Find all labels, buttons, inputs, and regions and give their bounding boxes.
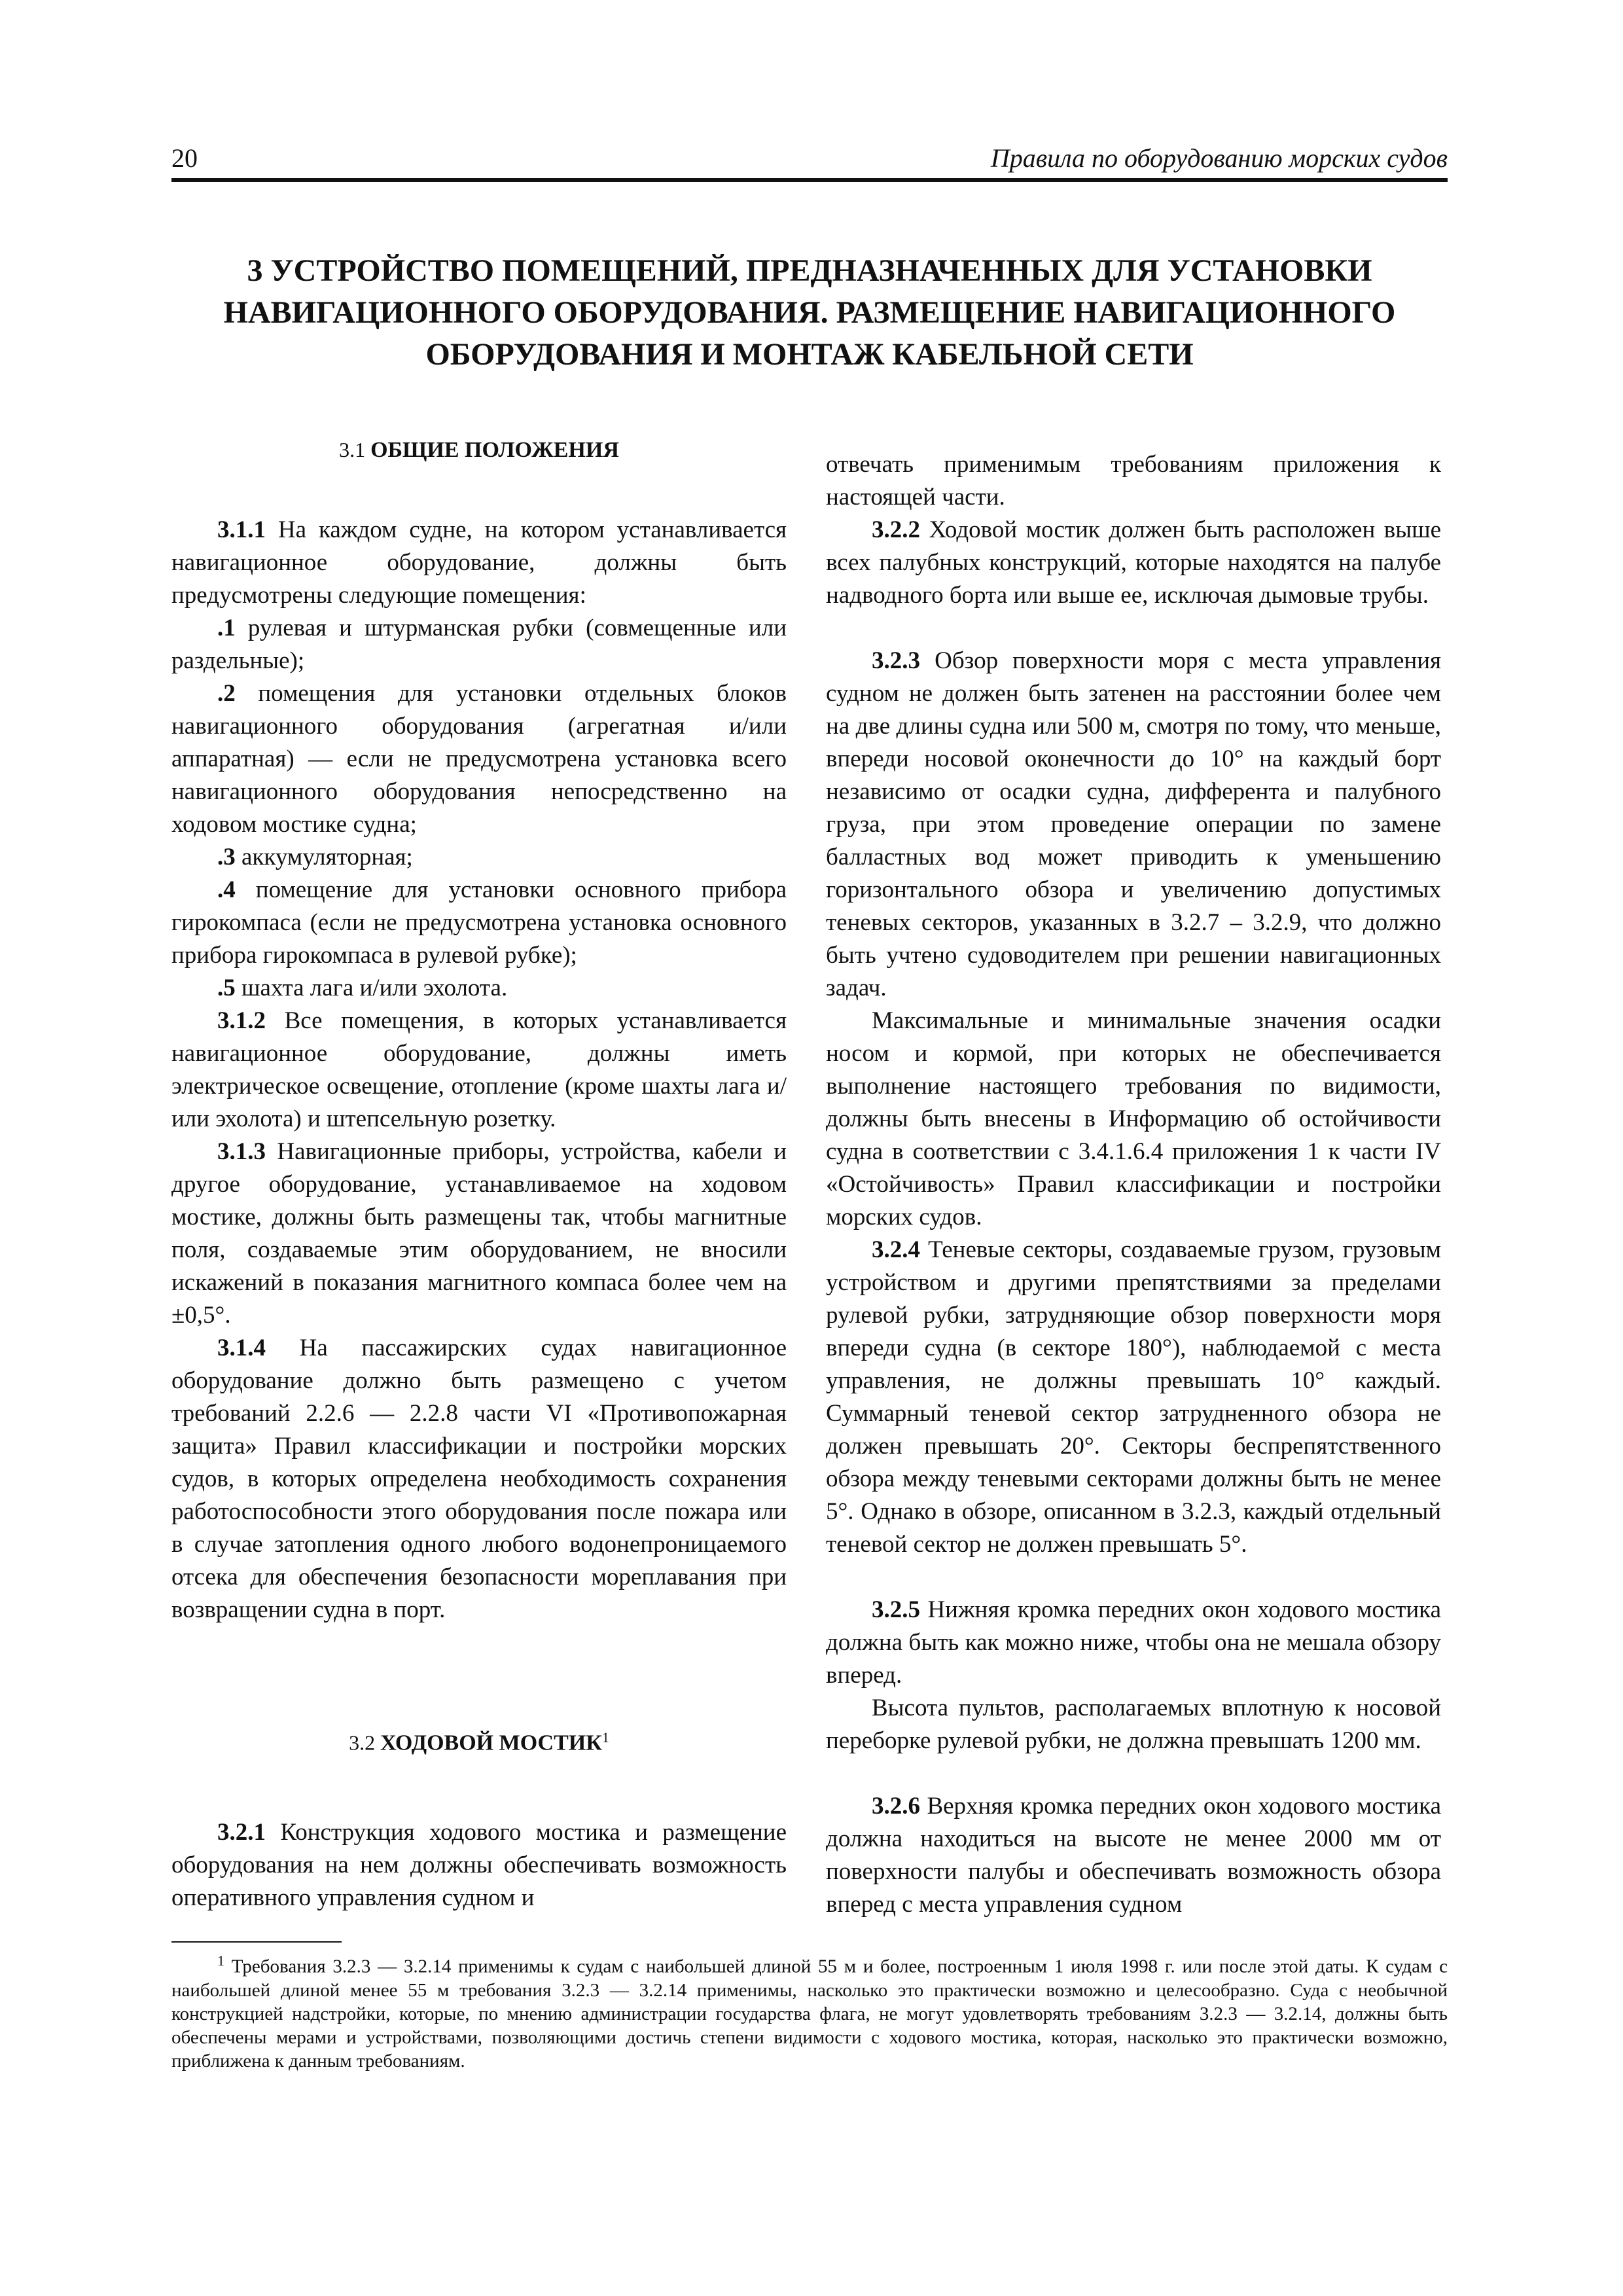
paragraph-3-2-3: 3.2.3 Обзор поверхности моря с места управления судном не должен быть затенен на расстоянии более чем на две длины судна или 500 м, смотря по тому, что меньше, впереди носовой оконечности до 10° на каждый борт независимо от осадки судна, дифферента и палубного груза, при этом проведение операции по замене балластных вод может приводить к уменьшению горизонтального обзора и увеличению допустимых теневых секторов, указанных в 3.2.7 – 3.2.9, что должно быть учтено судоводителем при решении навигационных задач. [826, 647, 1442, 1001]
paragraph-3-2-3-osadka: Максимальные и минимальные значения осадки носом и кормой, при которых не обеспечивается выполнение настоящего требования по видимости, должны быть внесены в Информацию об остойчивости судна в соответствии с 3.4.1.6.4 приложения 1 к части IV «Остойчивость» Правил классификации и постройки морских судов. [826, 1007, 1441, 1230]
chapter-title: 3 УСТРОЙСТВО ПОМЕЩЕНИЙ, ПРЕДНАЗНАЧЕННЫХ ДЛЯ УСТАНОВКИ НАВИГАЦИОННОГО ОБОРУДОВАНИЯ. РАЗМЕЩЕНИЕ НАВИГАЦИОННОГО ОБОРУДОВАНИЯ И МОНТАЖ КАБЕЛЬНОЙ СЕТИ [223, 253, 1396, 372]
header-rule [171, 178, 1448, 182]
paragraph-3-1-4: 3.1.4 На пассажирских судах навигационное оборудование должно быть размещено с учетом требований 2.2.6 — 2.2.8 части VI «Противопожарная защита» Правил классификации и постройки морских судов, в которых определена необходимость сохранения работоспособности этого оборудования после пожара или в случае затопления одного любого водонепроницаемого отсека для обеспечения безопасности мореплавания при возвращении судна в порт. [171, 1335, 787, 1623]
section-heading-3-1: 3.1 ОБЩИЕ ПОЛОЖЕНИЯ [339, 438, 619, 462]
list-item-5: .5 шахта лага и/или эхолота. [217, 975, 508, 1001]
footnote-text: Требования 3.2.3 — 3.2.14 применимы к судам с наибольшей длиной 55 м и более, построенным 1 июля 1998 г. или после этой даты. К судам с наибольшей длиной менее 55 м требования 3.2.3 — 3.2.14 применимы, насколько это практически возможно и целесообразно. Суда с необычной конструкцией надстройки, которые, по мнению администрации государства флага, не могут удовлетворять требованиям 3.2.3 — 3.2.14, должны быть обеспечены мерами и устройствами, позволяющими достичь степени видимости с ходового мостика, которая, насколько это практически возможно, приближена к данным требованиям. [171, 1956, 1448, 2072]
list-item-4: .4 помещение для установки основного прибора гирокомпаса (если не предусмотрена установка основного прибора гирокомпаса в рулевой рубке); [171, 876, 787, 969]
list-item-1: .1 рулевая и штурманская рубки (совмещенные или раздельные); [171, 615, 787, 674]
paragraph-3-1-3: 3.1.3 Навигационные приборы, устройства, кабели и другое оборудование, устанавливаемое на ходовом мостике, должны быть размещены так, чтобы магнитные поля, создаваемые этим оборудованием, не вносили искажений в показания магнитного компаса более чем на ±0,5°. [171, 1138, 787, 1329]
paragraph-3-2-2: 3.2.2 Ходовой мостик должен быть расположен выше всех палубных конструкций, которые находятся на палубе надводного борта или выше ее, исключая дымовые трубы. [826, 516, 1441, 609]
footnote-marker: 1 [601, 1729, 609, 1746]
paragraph-3-2-4: 3.2.4 Теневые секторы, создаваемые грузом, грузовым устройством и другими препятствиями за пределами рулевой рубки, затрудняющие обзор поверхности моря впереди судна (в секторе 180°), наблюдаемой с места управления, не должны превышать 10° каждый. Суммарный теневой сектор затрудненного обзора не должен превышать 20°. Секторы беспрепятственного обзора между теневыми секторами должны быть не менее 5°. Однако в обзоре, описанном в 3.2.3, каждый отдельный теневой сектор не должен превышать 5°. [826, 1236, 1441, 1558]
section-heading-3-2: 3.2 ХОДОВОЙ МОСТИК$^1$ [349, 1729, 609, 1755]
paragraph-3-2-1-continued: отвечать применимым требованиям приложения к настоящей части. [826, 451, 1441, 511]
footnote-number: 1 [217, 1952, 224, 1969]
footnote [171, 1949, 1448, 2073]
page-number: 20 [171, 143, 198, 173]
paragraph-3-2-5: 3.2.5 Нижняя кромка передних окон ходового мостика должна быть как можно ниже, чтобы она не мешала обзору вперед. [826, 1596, 1441, 1689]
list-item-2: .2 помещения для установки отдельных блоков навигационного оборудования (агрегатная и/или аппаратная) — если не предусмотрена установка всего навигационного оборудования непосредственно на ходовом мостике судна; [171, 680, 787, 838]
list-item-3: .3 аккумуляторная; [217, 844, 413, 870]
paragraph-3-2-6: 3.2.6 Верхняя кромка передних окон ходового мостика должна находиться на высоте не менее 2000 мм от поверхности палубы и обеспечивать возможность обзора вперед с места управления судном [826, 1793, 1442, 1918]
paragraph-3-1-2: 3.1.2 Все помещения, в которых устанавливается навигационное оборудование, должны иметь электрическое освещение, отопление (кроме шахты лага и/или эхолота) и штепсельную розетку. [171, 1007, 787, 1132]
paragraph-3-1-1: 3.1.1 На каждом судне, на котором устанавливается навигационное оборудование, должны быть предусмотрены следующие помещения: [171, 516, 787, 609]
page-header [171, 143, 1448, 182]
paragraph-3-2-5-pults: Высота пультов, располагаемых вплотную к носовой переборке рулевой рубки, не должна превышать 1200 мм. [826, 1695, 1441, 1754]
paragraph-3-2-1: 3.2.1 Конструкция ходового мостика и размещение оборудования на нем должны обеспечивать возможность оперативного управления судном и [171, 1819, 787, 1911]
running-title: Правила по оборудованию морских судов [990, 143, 1448, 173]
footnote-rule [171, 1941, 342, 1943]
